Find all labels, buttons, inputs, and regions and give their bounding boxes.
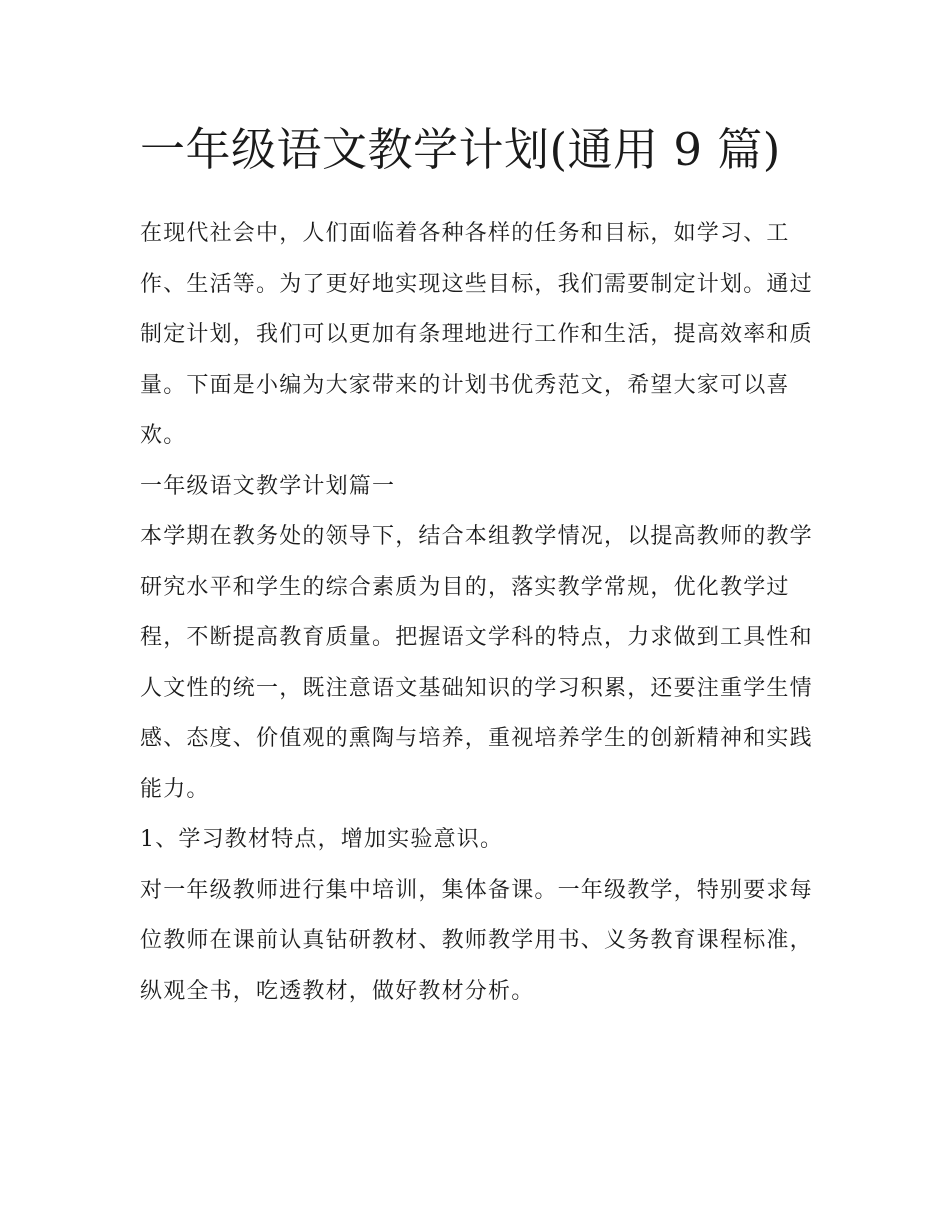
section-paragraph: 本学期在教务处的领导下，结合本组教学情况，以提高教师的教学研究水平和学生的综合素质为目的，落实教学常规，优化教学过程，不断提高教育质量。把握语文学科的特点，力求做到工具性和人文性的统一，既注意语文基础知识的学习积累，还要注重学生情感、态度、价值观的熏陶与培养，重视培养学生的创新精神和实践能力。 <box>140 524 813 802</box>
document-body <box>140 112 820 1017</box>
item-1-paragraph: 对一年级教师进行集中培训，集体备课。一年级教学，特别要求每位教师在课前认真钻研教材、教师教学用书、义务教育课程标准，纵观全书，吃透教材，做好教材分析。 <box>140 877 813 1004</box>
page-title: 一年级语文教学计划(通用 9 篇) <box>140 123 781 176</box>
intro-paragraph: 在现代社会中，人们面临着各种各样的任务和目标，如学习、工作、生活等。为了更好地实现这些目标，我们需要制定计划。通过制定计划，我们可以更加有条理地进行工作和生活，提高效率和质量。下面是小编为大家带来的计划书优秀范文，希望大家可以喜欢。 <box>140 221 813 448</box>
item-1-heading: 1、学习教材特点，增加实验意识。 <box>140 827 504 852</box>
section-heading: 一年级语文教学计划篇一 <box>140 473 396 499</box>
